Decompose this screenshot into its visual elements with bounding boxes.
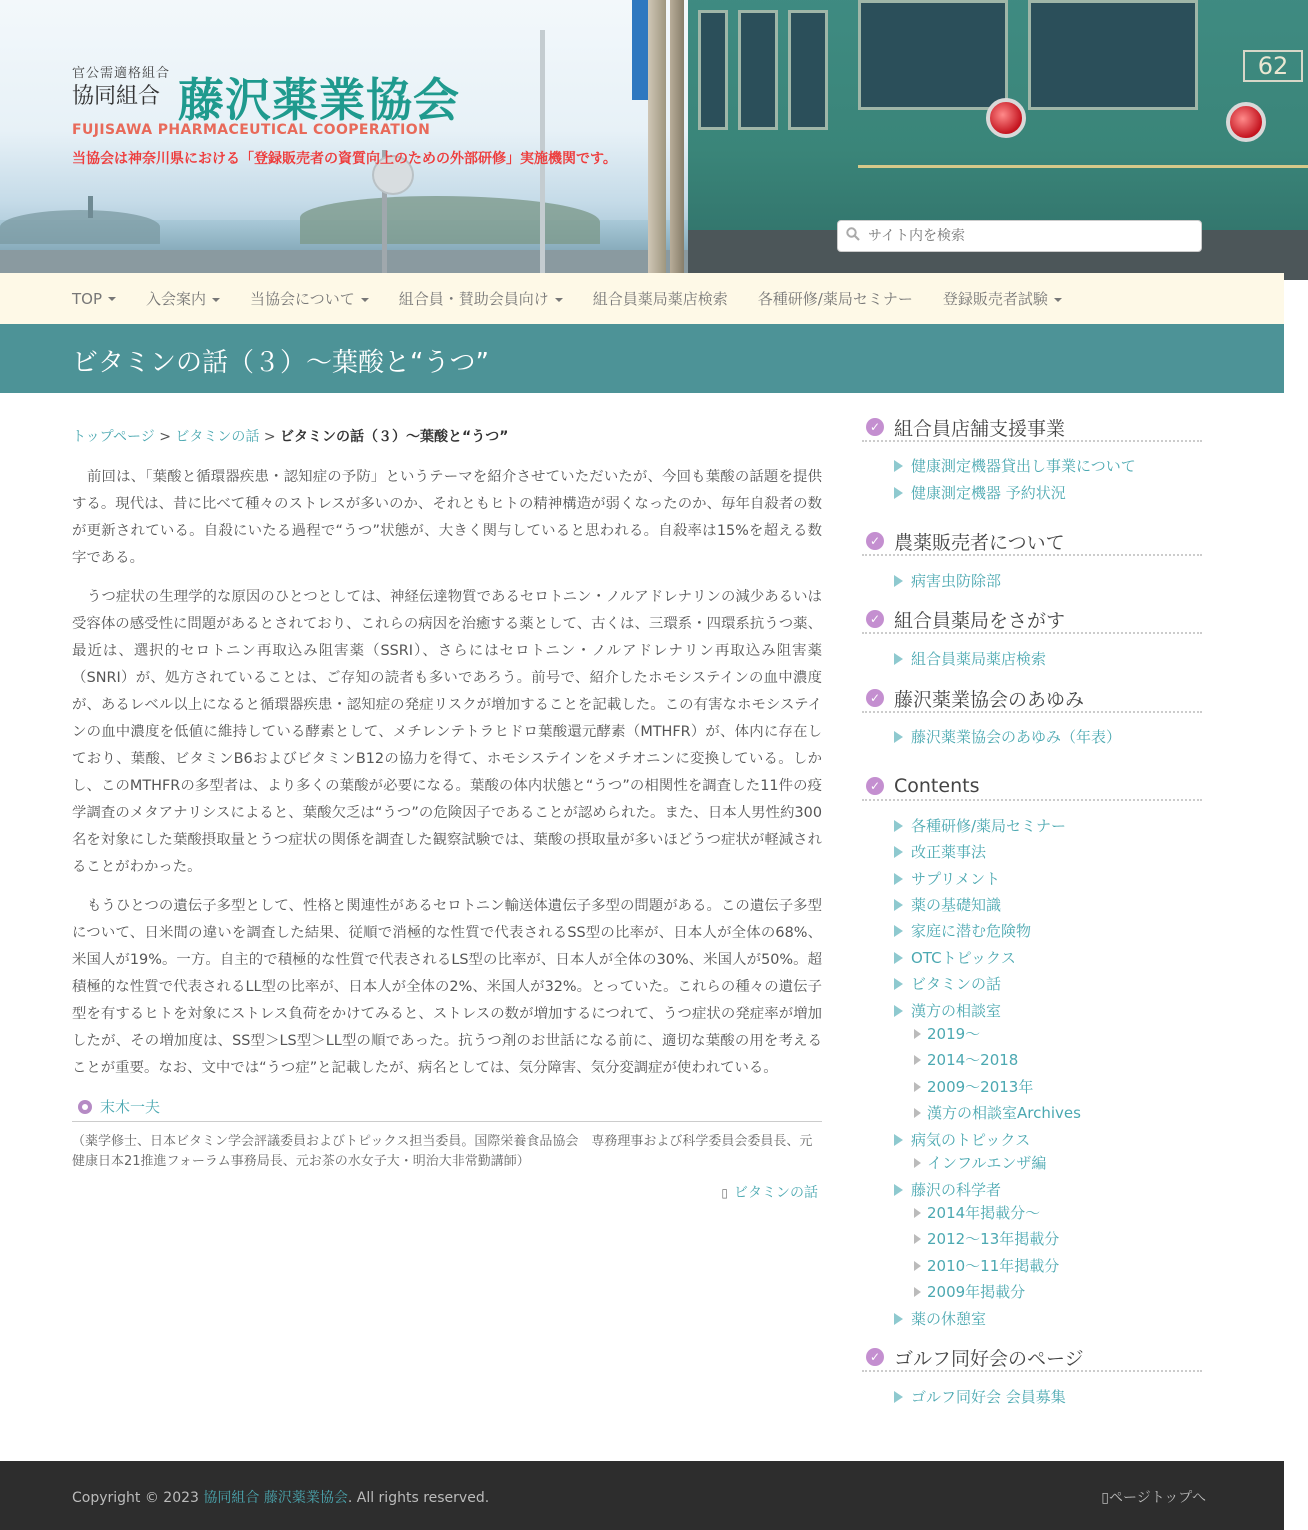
triangle-right-icon	[914, 1029, 921, 1039]
train-window	[788, 10, 828, 130]
sidebar	[862, 0, 1202, 1420]
nav-label: TOP	[72, 289, 103, 308]
sidebar-link[interactable]	[894, 894, 1001, 915]
triangle-right-icon	[894, 873, 903, 885]
page-top-label: ページトップへ	[1108, 1490, 1206, 1506]
sidebar-sublink[interactable]	[914, 1152, 1046, 1173]
check-circle-icon: ✓	[866, 1348, 884, 1366]
widget-title-text: 藤沢薬業協会のあゆみ	[894, 688, 1085, 711]
widget-title-find-pharmacy	[862, 606, 1202, 634]
page-top-link[interactable]	[1101, 1487, 1206, 1507]
sidebar-link-label: 2010～11年掲載分	[927, 1257, 1060, 1275]
triangle-right-icon	[914, 1208, 921, 1218]
train-window	[698, 10, 728, 130]
arrow-up-icon: ▯	[1101, 1490, 1109, 1506]
check-circle-icon: ✓	[866, 532, 884, 550]
author-heading	[72, 1092, 822, 1122]
header-utility-pole	[648, 0, 666, 273]
category-footer	[72, 1182, 822, 1202]
header-tower	[88, 196, 93, 218]
widget-title-history	[862, 685, 1202, 713]
triangle-right-icon	[894, 1184, 903, 1196]
breadcrumb-separator: >	[159, 429, 171, 445]
sidebar-link-label: 健康測定機器貸出し事業について	[911, 457, 1136, 475]
sidebar-link-label: 2019～	[927, 1025, 981, 1043]
sidebar-link-label: ゴルフ同好会 会員募集	[911, 1388, 1066, 1406]
sidebar-link[interactable]	[894, 841, 986, 862]
sidebar-sublink[interactable]	[914, 1023, 980, 1044]
folder-icon: ▯	[721, 1186, 728, 1200]
widget-title-contents	[862, 773, 1202, 801]
triangle-right-icon	[914, 1234, 921, 1244]
sidebar-link-label: 組合員薬局薬店検索	[911, 650, 1047, 668]
widget-title-text: 農薬販売者について	[894, 531, 1065, 554]
article-paragraph: もうひとつの遺伝子多型として、性格と関連性があるセロトニン輸送体遺伝子多型の問題がある。この遺伝子多型について、日米間の違いを調査した結果、従順で消極的な性質で代表されるSS型の比率が、日本人が全体の68%、米国人が19%。一方。自主的で積極的な性質で代表されるLS型の比率が、日本人が全体の30%、米国人が50%。超積極的な性質で代表されるLL型の比率が、日本人が全体の2%、米国人が32%。とっていた。これらの種々の遺伝子型を有するヒトを対象にストレス負荷をかけてみると、ストレスの数が増加するにつれて、うつ症状の発症率が増加したが、その増加度は、SS型＞LS型＞LL型の順であった。抗うつ剤のお世話になる前に、適切な葉酸の用を考えることが重要。なお、文中では“うつ症”と記載したが、病名としては、気分障害、気分変調症が使われている。	[72, 898, 822, 1076]
triangle-right-icon	[894, 846, 903, 858]
widget-title-pesticide	[862, 528, 1202, 556]
check-circle-icon: ✓	[866, 689, 884, 707]
sidebar-link-label: 薬の休憩室	[911, 1310, 987, 1328]
train-headlight	[1226, 102, 1266, 142]
site-logo[interactable]	[72, 62, 460, 138]
sidebar-link[interactable]	[894, 1308, 986, 1329]
sidebar-link-label: 藤沢薬業協会のあゆみ（年表）	[911, 728, 1122, 746]
widget-title-store-support	[862, 414, 1202, 442]
sidebar-sublink[interactable]	[914, 1202, 1040, 1223]
breadcrumb-current: ビタミンの話（３）～葉酸と“うつ”	[280, 429, 509, 445]
logo-brand-name: 藤沢薬業協会	[178, 73, 460, 127]
nav-label: 入会案内	[146, 290, 207, 308]
sidebar-link-label: 健康測定機器 予約状況	[911, 484, 1066, 502]
nav-item-about[interactable]	[250, 288, 369, 309]
header-island	[0, 210, 160, 244]
breadcrumb-separator: >	[263, 429, 276, 445]
triangle-right-icon	[914, 1108, 921, 1118]
sidebar-link-label: 2012～13年掲載分	[927, 1230, 1060, 1248]
site-footer	[0, 1461, 1284, 1530]
triangle-right-icon	[914, 1158, 921, 1168]
site-tagline: 当協会は神奈川県における「登録販売者の資質向上のための外部研修」実施機関です。	[72, 151, 617, 167]
triangle-right-icon	[914, 1261, 921, 1271]
sidebar-link[interactable]	[894, 920, 1031, 941]
sidebar-sublink[interactable]	[914, 1281, 1025, 1302]
sidebar-link-label: ビタミンの話	[911, 975, 1002, 993]
triangle-right-icon	[894, 487, 903, 499]
copyright-org-link[interactable]: 協同組合 藤沢薬業協会	[203, 1490, 348, 1506]
sidebar-link[interactable]	[894, 1129, 1030, 1150]
breadcrumb-home-link[interactable]: トップページ	[72, 429, 155, 445]
author-bio: （薬学修士、日本ビタミン学会評議委員およびトピックス担当委員。国際栄養食品協会 専務理事および科学委員会委員長、元健康日本21推進フォーラム事務局長、元お茶の水女子大・明治大非常勤講師）	[72, 1134, 813, 1169]
main-content	[72, 426, 822, 1202]
sidebar-link-label: 病気のトピックス	[911, 1131, 1031, 1149]
sidebar-link-label: 漢方の相談室Archives	[927, 1104, 1081, 1122]
triangle-right-icon	[914, 1082, 921, 1092]
sidebar-link[interactable]	[894, 815, 1066, 836]
copyright-prefix: Copyright © 2023	[72, 1490, 199, 1506]
triangle-right-icon	[894, 731, 903, 743]
author-bullet-icon	[78, 1100, 92, 1114]
triangle-right-icon	[894, 460, 903, 472]
breadcrumb	[72, 426, 822, 446]
nav-item-top[interactable]	[72, 290, 116, 308]
sidebar-link[interactable]	[894, 973, 1001, 994]
sidebar-link-label: 2014～2018	[927, 1051, 1019, 1069]
nav-label: 組合員・賛助会員向け	[398, 290, 549, 308]
header-utility-pole-2	[670, 0, 684, 273]
sidebar-link-label: 2009年掲載分	[927, 1283, 1026, 1301]
sidebar-sublink[interactable]	[914, 1228, 1059, 1249]
caret-down-icon	[361, 298, 369, 302]
category-link[interactable]: ビタミンの話	[734, 1185, 818, 1201]
widget-title-text: 組合員薬局をさがす	[894, 609, 1066, 632]
copyright-suffix: . All rights reserved.	[347, 1490, 490, 1506]
triangle-right-icon	[894, 1134, 903, 1146]
widget-title-text: Contents	[894, 775, 980, 797]
train-number: 62	[1243, 50, 1303, 82]
check-circle-icon: ✓	[866, 777, 884, 795]
page-title: ビタミンの話（３）～葉酸と“うつ”	[72, 348, 489, 378]
logo-subtitle: 官公需適格組合	[72, 66, 171, 81]
triangle-right-icon	[894, 820, 903, 832]
sidebar-sublink[interactable]	[914, 1076, 1033, 1097]
caret-down-icon	[555, 298, 563, 302]
triangle-right-icon	[894, 952, 903, 964]
widget-title-text: 組合員店舗支援事業	[894, 417, 1066, 440]
sidebar-link[interactable]	[894, 1386, 1066, 1407]
widget-title-text: ゴルフ同好会のページ	[894, 1347, 1084, 1370]
header-road	[0, 250, 720, 273]
sidebar-link-label: 家庭に潜む危険物	[911, 922, 1032, 940]
train-window	[738, 10, 778, 130]
author-name: 末木一夫	[100, 1098, 161, 1116]
widget-title-golf	[862, 1344, 1202, 1372]
sidebar-link-label: 漢方の相談室	[911, 1002, 1002, 1020]
sidebar-sublink[interactable]	[914, 1049, 1018, 1070]
triangle-right-icon	[894, 899, 903, 911]
sidebar-link[interactable]	[894, 482, 1066, 503]
nav-label: 登録販売者試験	[942, 290, 1048, 308]
sidebar-link-label: サプリメント	[911, 870, 1001, 888]
breadcrumb-category-link[interactable]: ビタミンの話	[175, 429, 260, 445]
sidebar-sublink[interactable]	[914, 1102, 1081, 1123]
triangle-right-icon	[914, 1287, 921, 1297]
sidebar-link-label: 改正薬事法	[911, 843, 987, 861]
sidebar-link[interactable]	[894, 455, 1136, 476]
copyright	[72, 1487, 489, 1507]
nav-label: 当協会について	[250, 290, 355, 308]
nav-label: 各種研修/薬局セミナー	[757, 290, 913, 308]
check-circle-icon: ✓	[866, 418, 884, 436]
triangle-right-icon	[894, 1005, 903, 1017]
nav-item-members[interactable]	[399, 288, 563, 309]
nav-label: 組合員薬局薬店検索	[592, 290, 728, 308]
triangle-right-icon	[894, 1391, 903, 1403]
sidebar-link-label: 病害虫防除部	[911, 572, 1002, 590]
logo-english-name: FUJISAWA PHARMACEUTICAL COOPERATION	[72, 122, 431, 138]
sidebar-link-label: インフルエンザ編	[927, 1154, 1047, 1172]
triangle-right-icon	[894, 925, 903, 937]
sidebar-link-label: 2014年掲載分～	[927, 1204, 1041, 1222]
sidebar-link-label: OTCトピックス	[911, 949, 1016, 967]
sidebar-link[interactable]	[894, 726, 1121, 747]
sidebar-link[interactable]	[894, 570, 1001, 591]
sidebar-link[interactable]	[894, 1000, 1001, 1021]
nav-item-pharmacy-search[interactable]	[593, 288, 728, 309]
triangle-right-icon	[914, 1055, 921, 1065]
sidebar-link[interactable]	[894, 1179, 1001, 1200]
header-hills	[300, 196, 600, 244]
article-paragraph: 前回は、「葉酸と循環器疾患・認知症の予防」というテーマを紹介させていただいたが、今回も葉酸の話題を提供する。現代は、昔に比べて種々のストレスが多いのか、それともヒトの精神構造が弱くなったのか、毎年自殺者の数が更新されている。自殺にいたる過程で“うつ”状態が、大きく関与していると思われる。自殺率は15%を超える数字である。	[72, 469, 822, 566]
triangle-right-icon	[894, 575, 903, 587]
sidebar-link-label: 薬の基礎知識	[911, 896, 1002, 914]
sidebar-sublink[interactable]	[914, 1255, 1059, 1276]
caret-down-icon	[108, 297, 116, 301]
logo-org-type: 協同組合	[72, 84, 161, 109]
sidebar-link[interactable]	[894, 947, 1016, 968]
nav-item-join[interactable]	[146, 288, 220, 309]
check-circle-icon: ✓	[866, 610, 884, 628]
sidebar-link[interactable]	[894, 648, 1046, 669]
caret-down-icon	[212, 298, 220, 302]
sidebar-link[interactable]	[894, 868, 1000, 889]
triangle-right-icon	[894, 978, 903, 990]
sidebar-link-label: 各種研修/薬局セミナー	[911, 817, 1067, 835]
triangle-right-icon	[894, 1313, 903, 1325]
sidebar-link-label: 藤沢の科学者	[911, 1181, 1002, 1199]
triangle-right-icon	[894, 653, 903, 665]
sidebar-link-label: 2009～2013年	[927, 1078, 1034, 1096]
article-paragraph: うつ症状の生理学的な原因のひとつとしては、神経伝達物質であるセロトニン・ノルアドレナリンの減少あるいは受容体の感受性に問題があるとされており、これらの病因を治癒する薬として、古くは、三環系・四環系抗うつ薬、最近は、選択的セロトニン再取込み阻害薬（SSRI）、さらにはセロトニン・ノルアドレナリン再取込み阻害薬（SNRI）が、処方されていることは、ご存知の読者も多いであろう。前号で、紹介したホモシステインの血中濃度が、あるレベル以上になると循環器疾患・認知症の発症リスクが増加することを記載した。この有害なホモシステインの血中濃度を低値に維持している酵素として、メチレンテトラヒドロ葉酸還元酵素（MTHFR）が、体内に存在しており、葉酸、ビタミンB6およびビタミンB12の協力を得て、ホモシステインをメチオニンに変換している。しかし、このMTHFRの多型者は、より多くの葉酸が必要になる。葉酸の体内状態と“うつ”の相関性を調査した11件の疫学調査のメタアナリシスによると、葉酸欠乏は“うつ”の危険因子であることが認められた。また、日本人男性約300名を対象にした葉酸摂取量とうつ症状の関係を調査した観察試験では、葉酸の摂取量が多いほどうつ症状が軽減されることがわかった。	[72, 589, 822, 875]
